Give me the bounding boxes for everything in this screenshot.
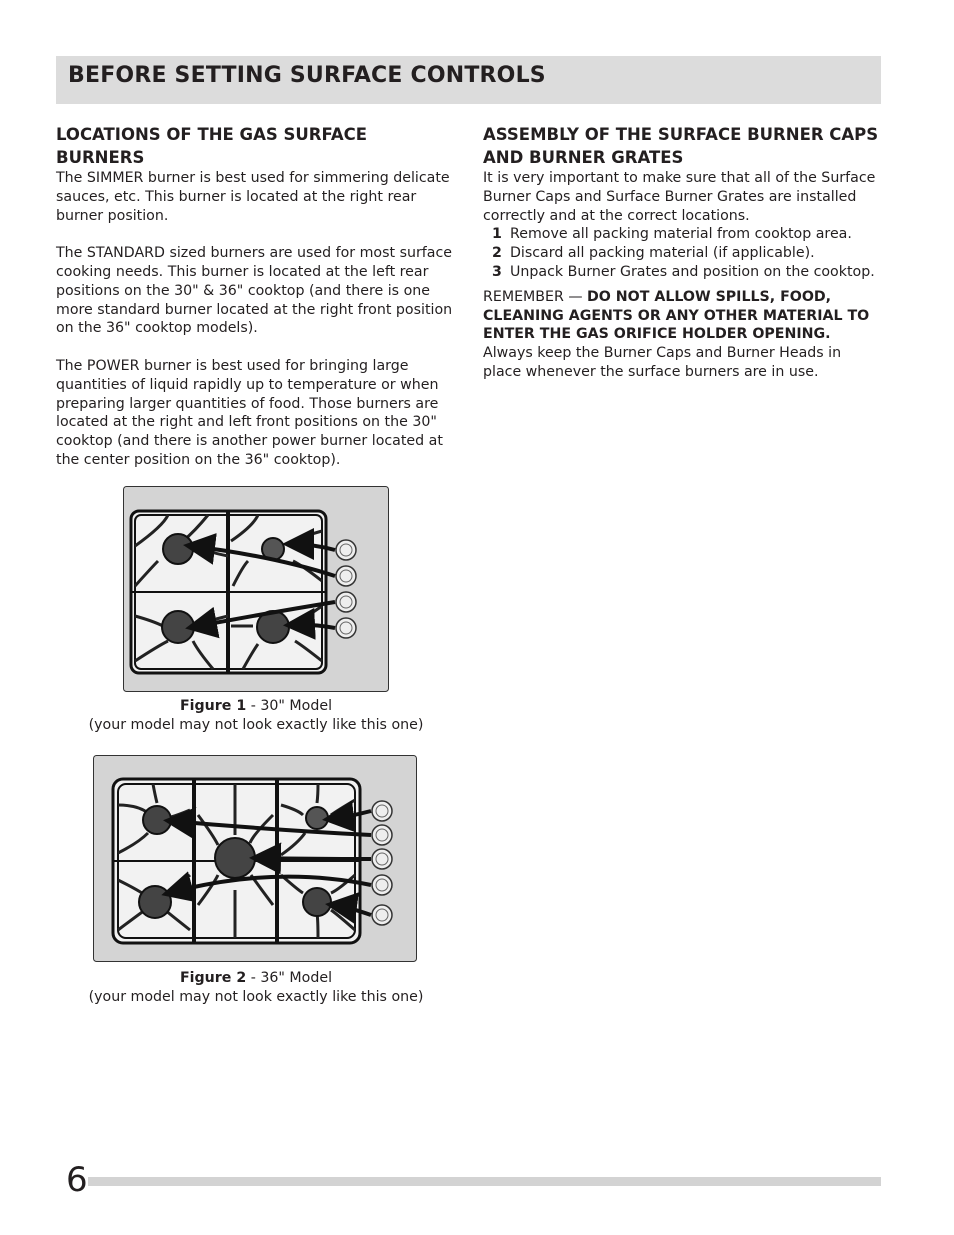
standard-paragraph: The STANDARD sized burners are used for most surface cooking needs. This burner is located at the left rear positions on the 30" & 36" cooktop (and there is one more standard burner located at the right front position on the 36" cooktop models). (56, 245, 453, 337)
list-item: 3 Unpack Burner Grates and position on the cooktop. (492, 263, 875, 280)
list-item: 1 Remove all packing material from cooktop area. (492, 226, 852, 243)
assembly-heading: ASSEMBLY OF THE SURFACE BURNER CAPS AND BURNER GRATES (483, 125, 879, 167)
right-column (483, 123, 881, 382)
remember-note: REMEMBER — DO NOT ALLOW SPILLS, FOOD, CLEANING AGENTS OR ANY OTHER MATERIAL TO ENTER THE GAS ORIFICE HOLDER OPENING. Always keep the Burner Caps and Burner Heads in place whenever the surface burners are in use. (483, 288, 870, 380)
burner-locations-heading: LOCATIONS OF THE GAS SURFACE BURNERS (56, 125, 367, 167)
figure-1-cooktop-30 (123, 486, 389, 692)
page-title: BEFORE SETTING SURFACE CONTROLS (68, 63, 546, 88)
assembly-intro: It is very important to make sure that all of the Surface Burner Caps and Surface Burner Grates are installed correctly and at the correct locations. (483, 170, 876, 224)
list-item: 2 Discard all packing material (if applicable). (492, 245, 815, 262)
footer-bar (88, 1177, 881, 1186)
figure-2-cooktop-36 (93, 755, 417, 962)
figure-2-caption: Figure 2 - 36" Model (your model may not look exactly like this one) (88, 970, 424, 1005)
power-paragraph: The POWER burner is best used for bringing large quantities of liquid rapidly up to temperature or when preparing larger quantities of food. Those burners are located at the right and left front positions on the 30" cooktop (and there is another power burner located at the center position on the 36" cooktop). (56, 357, 443, 468)
page-number: 6 (66, 1160, 88, 1200)
simmer-paragraph: The SIMMER burner is best used for simmering delicate sauces, etc. This burner is located at the right rear burner position. (56, 170, 450, 224)
assembly-steps (483, 225, 881, 281)
section-banner (56, 56, 881, 104)
figure-1-caption: Figure 1 - 30" Model (your model may not look exactly like this one) (88, 698, 424, 733)
left-column (56, 123, 456, 470)
